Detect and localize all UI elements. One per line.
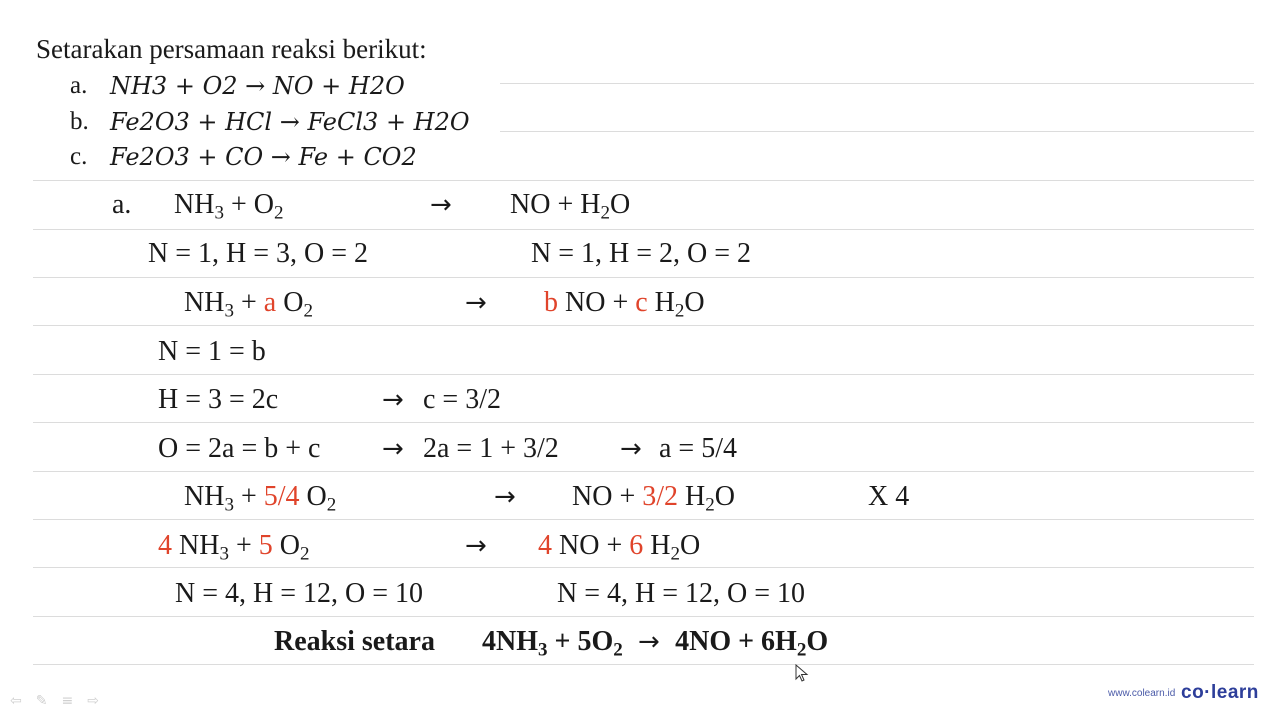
arrow-icon: → (382, 434, 404, 464)
footer-site-url: www.colearn.id (1108, 688, 1176, 699)
products-integer: 4 NO + 6 $H_2O$ (538, 530, 701, 565)
arrow-icon: → (620, 434, 642, 464)
question-c-label: c. (70, 143, 88, 170)
check-right: N = 4, H = 12, O = 10 (557, 578, 806, 609)
multiplier-label: X 4 (868, 481, 910, 512)
question-b-label: b. (70, 108, 89, 135)
question-c-equation: Fe2O3 + CO → Fe + CO2 (110, 143, 417, 171)
page-title: Setarakan persamaan reaksi berikut: (36, 34, 427, 64)
colearn-logo: co·learn (1181, 682, 1259, 703)
oxygen-result: a = 5/4 (659, 433, 737, 464)
reactants-fractional: $NH_3 + 5/4$ $O_2$ (184, 481, 337, 516)
playback-toolbar (10, 693, 99, 709)
nitrogen-equation: N = 1 = b (158, 336, 266, 367)
arrow-icon: → (494, 482, 516, 512)
question-a-label: a. (70, 72, 88, 99)
arrow-icon: → (465, 288, 487, 318)
oxygen-step: 2a = 1 + 3/2 (423, 433, 559, 464)
oxygen-equation: O = 2a = b + c (158, 433, 321, 464)
back-arrow-icon[interactable]: ⇦ (10, 693, 22, 709)
arrow-icon: → (382, 385, 404, 415)
reactants-with-coefficients: $NH_3 + a$ $O_2$ (184, 287, 313, 322)
atom-count-left: N = 1, H = 3, O = 2 (148, 238, 369, 269)
reactants-initial: $NH_3 + O_2$ (174, 189, 284, 224)
solution-label: a. (112, 189, 132, 220)
menu-icon[interactable]: ≡ (61, 693, 74, 709)
final-equation: $4NH_3 + 5O_2 \to 4NO + 6H_2O$ (482, 626, 829, 661)
question-a-equation: NH3 + O2 → NO + H2O (110, 72, 405, 100)
arrow-icon: → (430, 190, 452, 220)
coefficient-b: b (544, 287, 558, 318)
products-fractional: NO + 3/2 $H_2O$ (572, 481, 735, 516)
coefficient-a: a (263, 287, 277, 318)
arrow-icon: → (465, 531, 487, 561)
mouse-cursor-icon (795, 664, 809, 687)
reactants-integer: 4 $NH_3 + 5$ $O_2$ (158, 530, 310, 565)
question-b-equation: Fe2O3 + HCl → FeCl3 + H2O (110, 108, 470, 136)
forward-arrow-icon[interactable]: ⇨ (87, 693, 99, 709)
coefficient-c: c (635, 287, 648, 318)
pen-icon[interactable]: ✎ (35, 693, 48, 709)
check-left: N = 4, H = 12, O = 10 (175, 578, 424, 609)
products-initial: NO + $H_2O$ (510, 189, 631, 224)
hydrogen-result: c = 3/2 (423, 384, 501, 415)
atom-count-right: N = 1, H = 2, O = 2 (531, 238, 752, 269)
final-label: Reaksi setara (274, 626, 435, 657)
hydrogen-equation: H = 3 = 2c (158, 384, 279, 415)
products-with-coefficients: b NO + c $H_2O$ (544, 287, 705, 322)
